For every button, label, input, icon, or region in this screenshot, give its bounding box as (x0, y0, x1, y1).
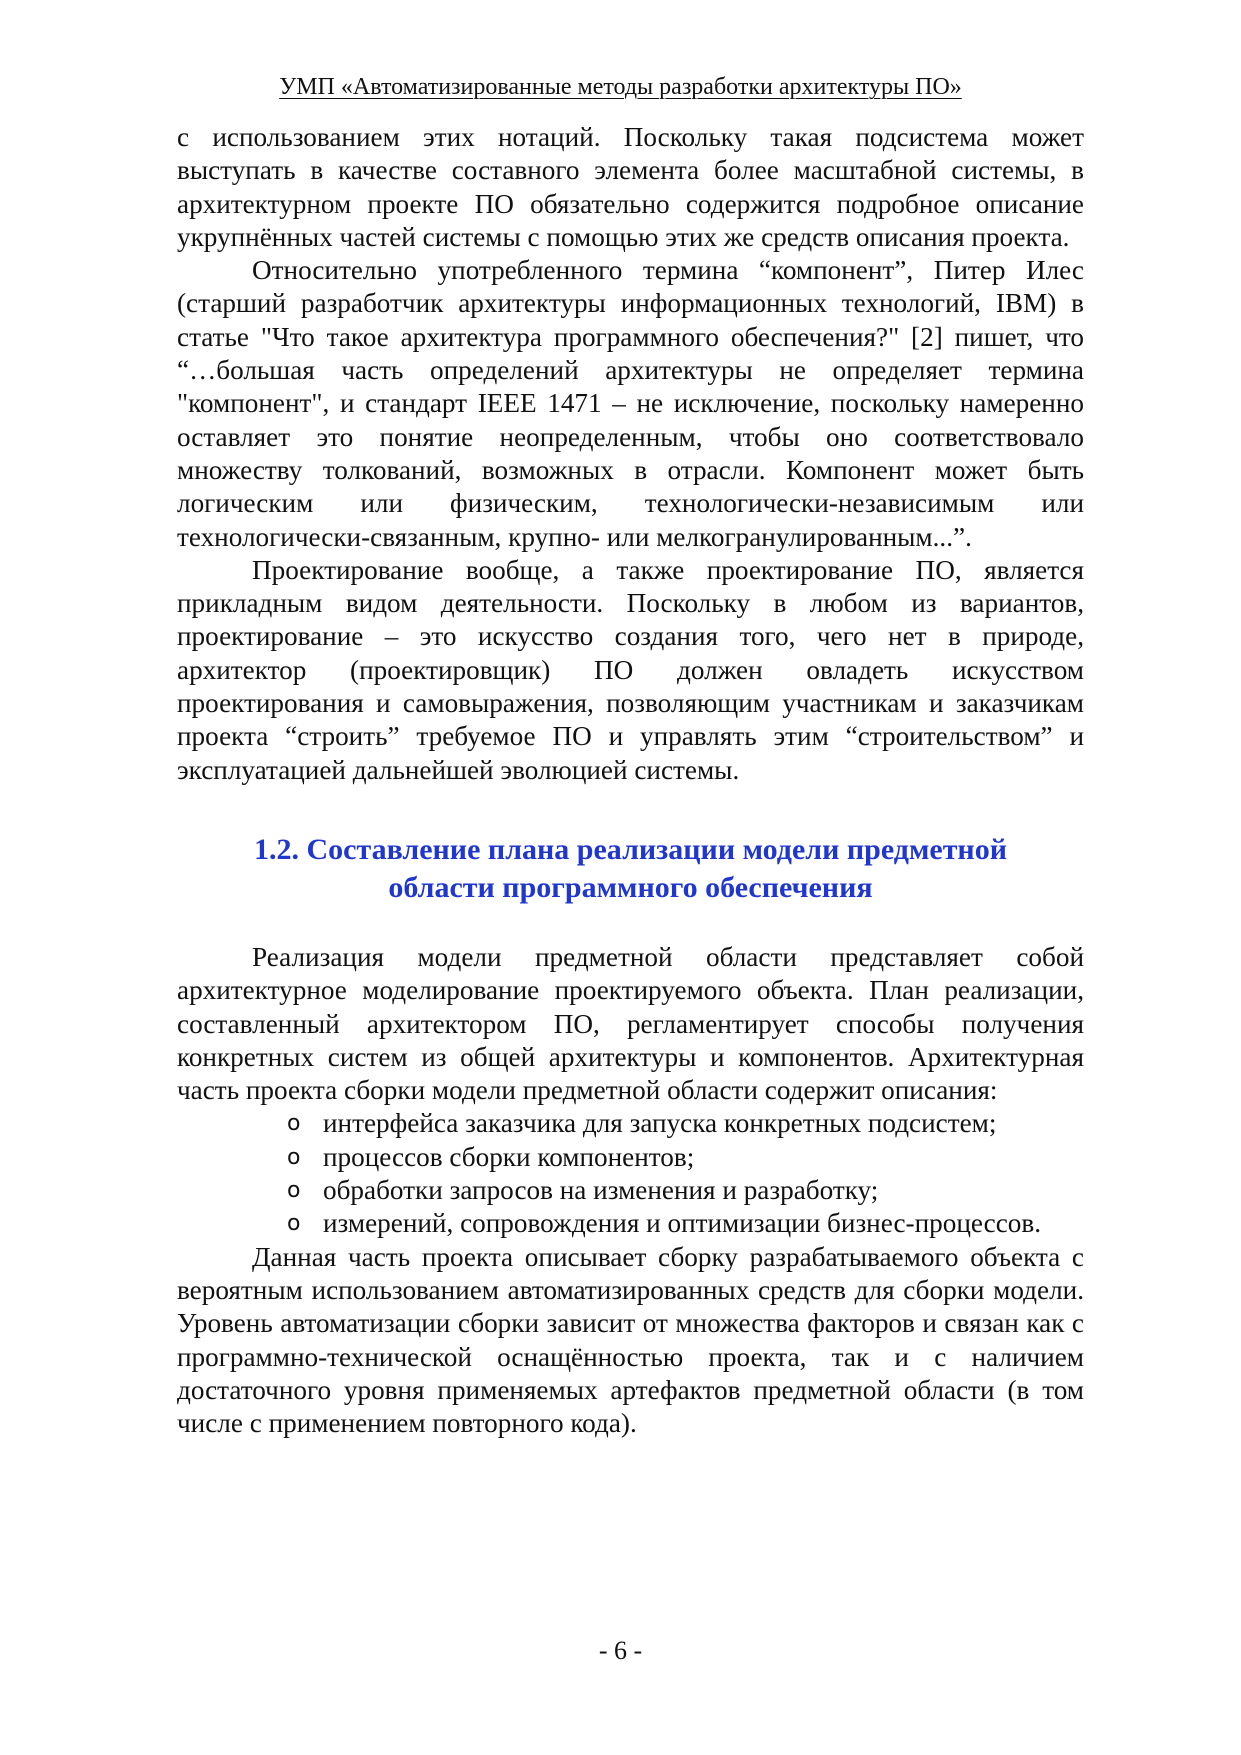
list-item-text: процессов сборки компонентов; (323, 1141, 695, 1172)
running-header-title: УМП «Автоматизированные методы разработки архитектуры ПО» (279, 74, 962, 100)
list-item-text: интерфейса заказчика для запуска конкретных подсистем; (323, 1108, 997, 1139)
list-item (287, 1141, 1084, 1174)
page-content (177, 121, 1084, 1440)
section-title-line-1: 1.2. Составление плана реализации модели предметной (253, 832, 1008, 866)
list-item-text: обработки запросов на изменения и разработку; (323, 1175, 879, 1206)
list-item-text: измерений, сопровождения и оптимизации бизнес-процессов. (323, 1208, 1041, 1239)
list-item (287, 1107, 1084, 1140)
paragraph-5: Данная часть проекта описывает сборку разрабатываемого объекта с вероятным использованием автоматизированных средств для сборки модели. Уровень автоматизации сборки зависит от множества факторов и связан как с программно-технической оснащённостью проекта, так и с наличием достаточного уровня применяемых артефактов предметной области (в том числе с применением повторного кода). (177, 1241, 1084, 1439)
list-item (287, 1207, 1084, 1240)
paragraph-4: Реализация модели предметной области представляет собой архитектурное моделирование проектируемого объекта. План реализации, составленный архитектором ПО, регламентирует способы получения конкретных систем из общей архитектуры и компонентов. Архитектурная часть проекта сборки модели предметной области содержит описания: (177, 941, 1084, 1106)
paragraph-2: Относительно употребленного термина “компонент”, Питер Илес (старший разработчик архитектуры информационных технологий, IBM) в статье "Что такое архитектура программного обеспечения?" [2] пишет, что “…большая часть определений архитектуры не определяет термина "компонент", и стандарт IEEE 1471 – не исключение, поскольку намеренно оставляет это понятие неопределенным, чтобы оно соответствовало множеству толкований, возможных в отрасли. Компонент может быть логическим или физическим, технологически-независимым или технологически-связанным, крупно- или мелкогранулированным...”. (177, 255, 1084, 552)
page-number: - 6 - (598, 1636, 643, 1665)
circle-bullet-icon: o (287, 1178, 301, 1204)
circle-bullet-icon: o (287, 1111, 301, 1137)
section-title (177, 831, 1084, 907)
running-header (0, 72, 1241, 102)
section-title-line-2: области программного обеспечения (388, 870, 873, 904)
list-item (287, 1174, 1084, 1207)
paragraph-3: Проектирование вообще, а также проектирование ПО, является прикладным видом деятельности. Поскольку в любом из вариантов, проектирование – это искусство создания того, чего нет в природе, архитектор (проектировщик) ПО должен овладеть искусством проектирования и самовыражения, позволяющим участникам и заказчикам проекта “строить” требуемое ПО и управлять этим “строительством” и эксплуатацией дальнейшей эволюцией системы. (177, 554, 1084, 785)
paragraph-1: с использованием этих нотаций. Поскольку такая подсистема может выступать в качестве составного элемента более масштабной системы, в архитектурном проекте ПО обязательно содержится подробное описание укрупнённых частей системы с помощью этих же средств описания проекта. (177, 122, 1084, 252)
circle-bullet-icon: o (287, 1211, 301, 1237)
bullet-list (177, 1107, 1084, 1240)
circle-bullet-icon: o (287, 1144, 301, 1170)
